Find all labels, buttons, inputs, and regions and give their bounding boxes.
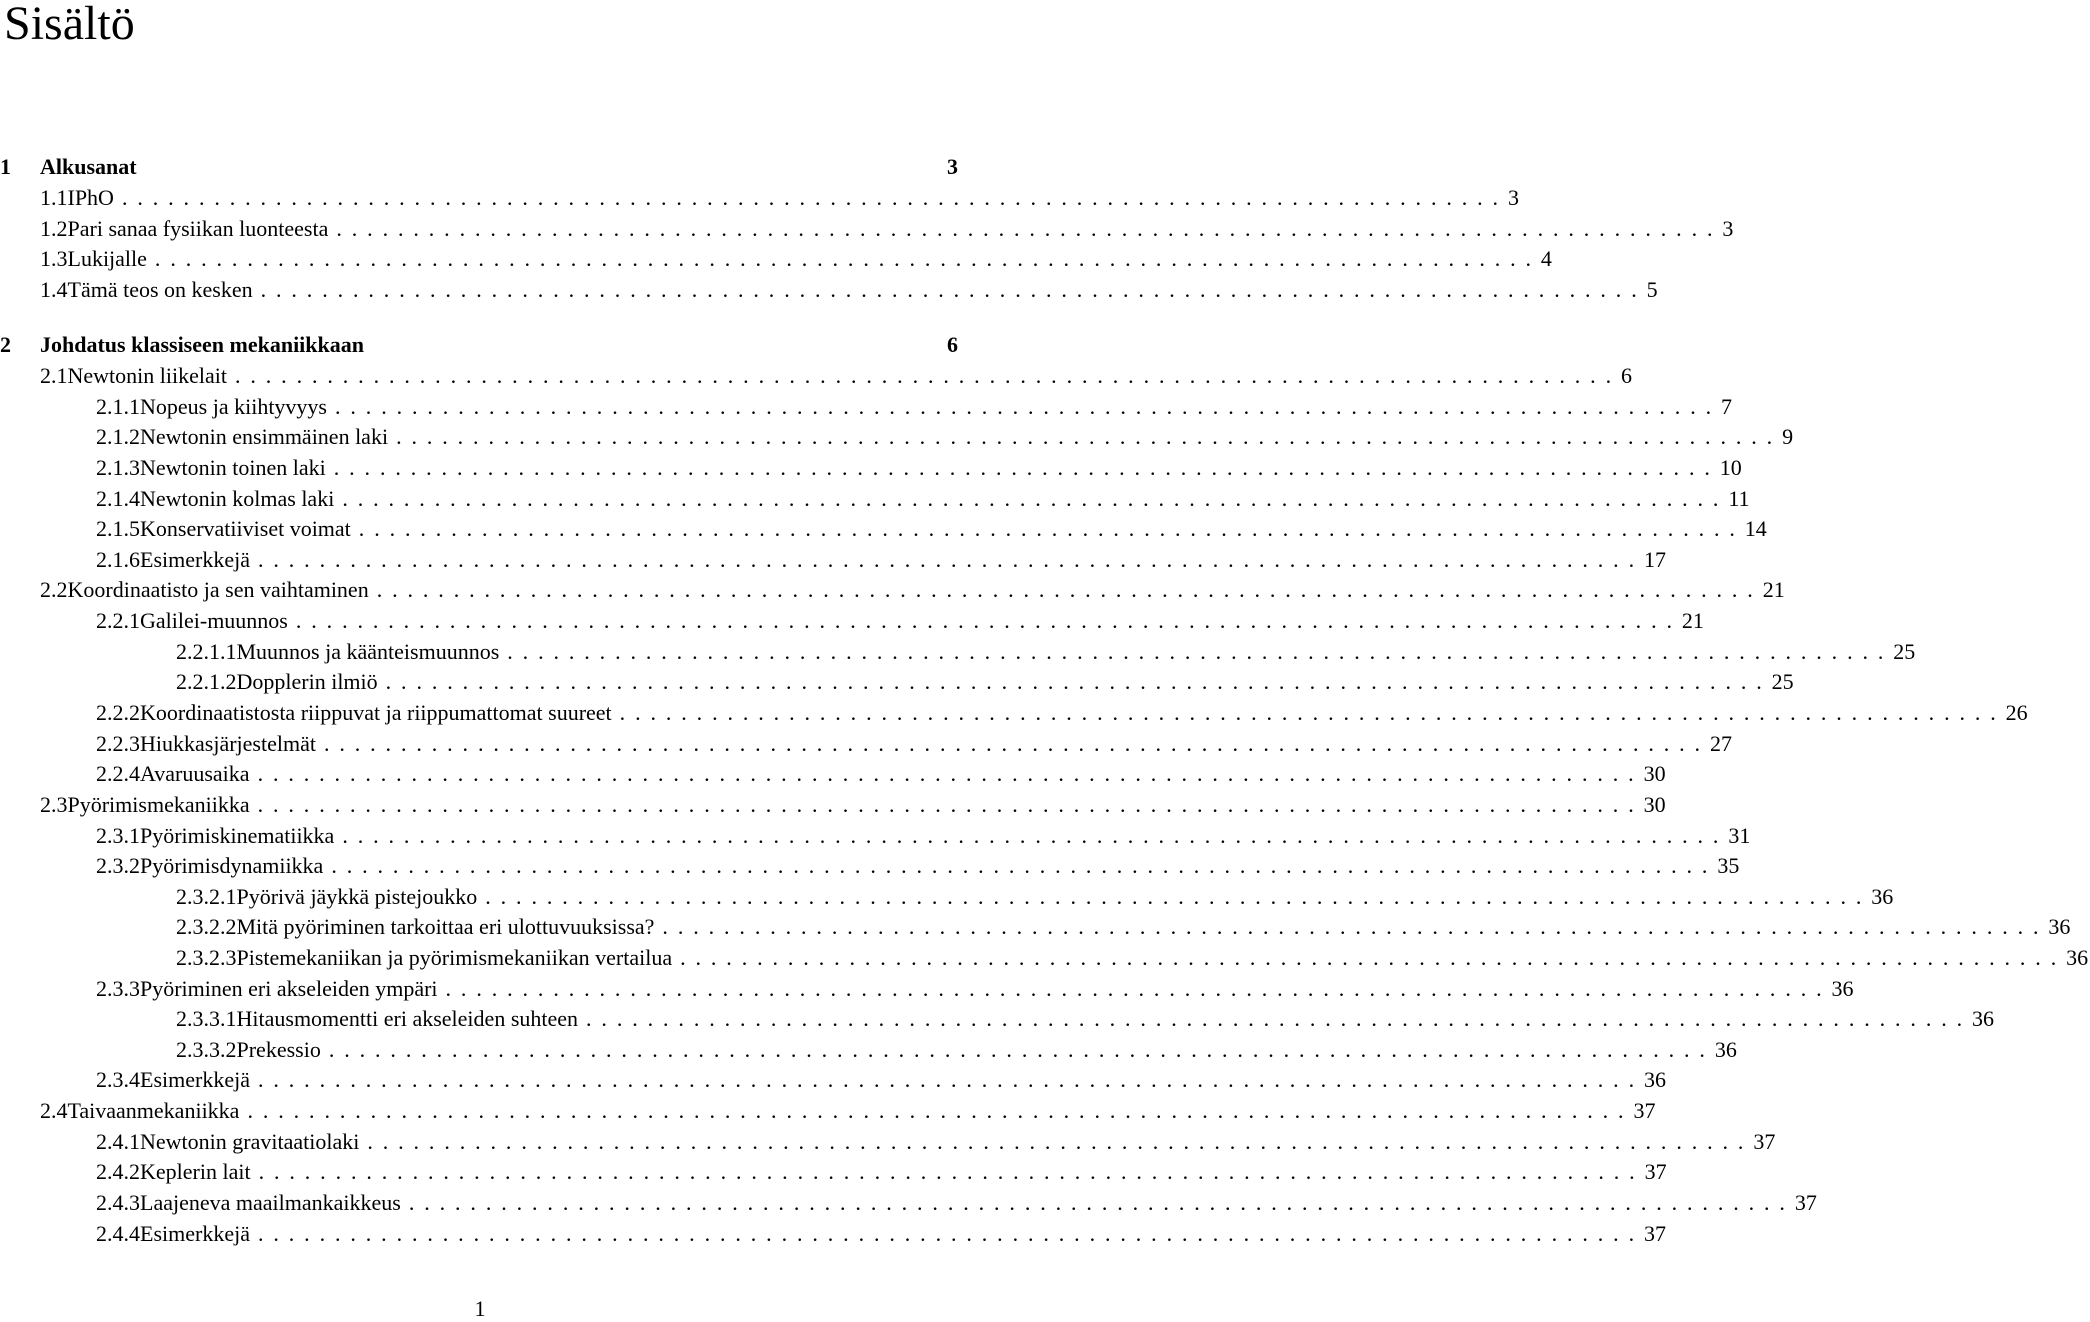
toc-entry[interactable] — [176, 667, 1794, 697]
toc-number: 2.1.3 — [96, 455, 140, 480]
toc-number: 2.3.2.3 — [176, 945, 237, 970]
toc-title: Pari sanaa fysiikan luonteesta — [67, 216, 329, 241]
dot-leader: .......................................................................................... — [333, 455, 1720, 480]
dot-leader: .......................................................................................... — [408, 1190, 1795, 1215]
dot-leader: .......................................................................................... — [323, 731, 1710, 756]
dot-leader: .......................................................................................... — [260, 277, 1647, 302]
dot-leader: .......................................................................................... — [258, 1159, 1645, 1184]
toc-title: Esimerkkejä — [140, 1067, 250, 1092]
toc-entry[interactable] — [176, 1035, 1737, 1065]
page-title: Sisältö — [4, 0, 135, 50]
toc-page-number: 37 — [1633, 1098, 1656, 1123]
toc-title: Dopplerin ilmiö — [236, 669, 378, 694]
toc-title: Newtonin gravitaatiolaki — [140, 1129, 360, 1154]
toc-title: Tämä teos on kesken — [67, 277, 253, 302]
toc-title: Avaruusaika — [140, 761, 250, 786]
toc-number: 2.3.2.1 — [176, 884, 237, 909]
toc-title: Esimerkkejä — [140, 1221, 250, 1246]
toc-entry[interactable] — [40, 361, 1632, 391]
toc-entry[interactable] — [96, 514, 1767, 544]
toc-number: 2.4.2 — [96, 1159, 140, 1184]
toc-number: 2.2.2 — [96, 700, 140, 725]
toc-number: 1 — [0, 154, 11, 179]
toc-title: Konservatiiviset voimat — [140, 516, 351, 541]
toc-number: 2.1.5 — [96, 516, 140, 541]
dot-leader: .......................................................................................... — [328, 1037, 1715, 1062]
toc-title: Newtonin toinen laki — [140, 455, 326, 480]
dot-leader: .......................................................................................... — [336, 216, 1723, 241]
dot-leader: .......................................................................................... — [680, 945, 2067, 970]
toc-page-number: 37 — [1643, 1221, 1666, 1246]
toc-number: 2.3.2.2 — [176, 914, 237, 939]
toc-title: IPhO — [67, 185, 114, 210]
toc-entry[interactable] — [96, 729, 1732, 759]
toc-entry[interactable] — [96, 422, 1794, 452]
toc-number: 2.4.1 — [96, 1129, 140, 1154]
toc-entry[interactable] — [96, 1127, 1776, 1157]
dot-leader: .......................................................................................... — [234, 363, 1621, 388]
toc-page-number: 36 — [1972, 1006, 1995, 1031]
toc-title: Pyörimisdynamiikka — [140, 853, 324, 878]
toc-title: Hitausmomentti eri akseleiden suhteen — [236, 1006, 579, 1031]
toc-entry[interactable] — [40, 1096, 1656, 1126]
toc-page-number: 3 — [1507, 185, 1519, 210]
toc-page-number: 21 — [1681, 608, 1704, 633]
dot-leader: .......................................................................................... — [586, 1006, 1973, 1031]
dot-leader: .......................................................................................... — [619, 700, 2006, 725]
toc-entry[interactable] — [96, 484, 1750, 514]
toc-title: Lukijalle — [67, 246, 147, 271]
dot-leader: .......................................................................................... — [335, 394, 1721, 419]
dot-leader: .......................................................................................... — [342, 486, 1729, 511]
toc-page-number: 36 — [1831, 976, 1854, 1001]
toc-title: Galilei-muunnos — [140, 608, 288, 633]
dot-leader: .......................................................................................... — [257, 1067, 1644, 1092]
toc-entry[interactable] — [176, 637, 1916, 667]
toc-entry[interactable] — [96, 1157, 1667, 1187]
toc-number: 2.4 — [40, 1098, 68, 1123]
toc-title: Newtonin kolmas laki — [140, 486, 335, 511]
toc-number: 2.2 — [40, 577, 68, 602]
toc-number: 2.3.1 — [96, 823, 140, 848]
dot-leader: .......................................................................................... — [247, 1098, 1634, 1123]
dot-leader: .......................................................................................... — [376, 577, 1763, 602]
dot-leader: .......................................................................................... — [385, 669, 1772, 694]
toc-title: Koordinaatisto ja sen vaihtaminen — [67, 577, 369, 602]
toc-page-number: 36 — [2066, 945, 2089, 970]
toc-title: Esimerkkejä — [140, 547, 250, 572]
dot-leader: .......................................................................................... — [358, 516, 1745, 541]
toc-title: Alkusanat — [40, 154, 137, 179]
toc-page-number: 10 — [1719, 455, 1742, 480]
dot-leader: .......................................................................................... — [367, 1129, 1754, 1154]
toc-page-number: 6 — [1620, 363, 1632, 388]
toc-page-number: 37 — [1644, 1159, 1667, 1184]
toc-entry[interactable] — [96, 606, 1704, 636]
toc-title: Newtonin ensimmäinen laki — [140, 424, 389, 449]
toc-title: Taivaanmekaniikka — [67, 1098, 240, 1123]
toc-number: 1.4 — [40, 277, 68, 302]
dot-leader: .......................................................................................... — [342, 823, 1729, 848]
toc-number: 2.3.4 — [96, 1067, 140, 1092]
toc-page-number: 30 — [1643, 761, 1666, 786]
toc-number: 2.1.2 — [96, 424, 140, 449]
toc-entry[interactable] — [96, 698, 2028, 728]
toc-entry[interactable] — [96, 453, 1742, 483]
dot-leader: .......................................................................................... — [257, 1221, 1644, 1246]
toc-number: 1.3 — [40, 246, 68, 271]
toc-page-number: 11 — [1728, 486, 1750, 511]
toc-page-number: 5 — [1646, 277, 1658, 302]
toc-title: Johdatus klassiseen mekaniikkaan — [40, 332, 364, 357]
toc-entry[interactable] — [176, 1004, 1995, 1034]
toc-entry[interactable] — [96, 392, 1732, 422]
toc-title: Nopeus ja kiihtyvyys — [140, 394, 327, 419]
toc-number: 2.4.3 — [96, 1190, 140, 1215]
toc-title: Laajeneva maailmankaikkeus — [140, 1190, 401, 1215]
toc-entry[interactable] — [176, 943, 2089, 973]
toc-entry[interactable] — [96, 821, 1751, 851]
toc-page-number: 36 — [1871, 884, 1894, 909]
toc-chapter[interactable] — [0, 330, 960, 360]
toc-entry[interactable] — [40, 790, 1666, 820]
toc-page-number: 26 — [2005, 700, 2028, 725]
toc-title: Muunnos ja käänteismuunnos — [236, 639, 500, 664]
toc-number: 2.2.3 — [96, 731, 140, 756]
toc-number: 2.2.1 — [96, 608, 140, 633]
toc-page-number: 36 — [1714, 1037, 1737, 1062]
toc-number: 1.1 — [40, 185, 68, 210]
dot-leader: .......................................................................................... — [445, 976, 1832, 1001]
toc-entry[interactable] — [40, 575, 1785, 605]
toc-title: Keplerin lait — [140, 1159, 251, 1184]
toc-page-number: 21 — [1762, 577, 1785, 602]
toc-page-number: 37 — [1794, 1190, 1817, 1215]
toc-number: 2.3.2 — [96, 853, 140, 878]
toc-title: Pyörimiskinematiikka — [140, 823, 335, 848]
toc-number: 2.2.4 — [96, 761, 140, 786]
dot-leader: .......................................................................................... — [507, 639, 1894, 664]
toc-chapter[interactable] — [0, 152, 960, 182]
toc-page-number: 25 — [1893, 639, 1916, 664]
toc-entry[interactable] — [96, 974, 1854, 1004]
toc-number: 2.3 — [40, 792, 68, 817]
toc-entry[interactable] — [96, 545, 1666, 575]
toc-entry[interactable] — [40, 244, 1552, 274]
toc-title: Pistemekaniikan ja pyörimismekaniikan vertailua — [236, 945, 673, 970]
toc-page-number: 7 — [1721, 394, 1732, 419]
toc-page-number: 3 — [947, 154, 958, 179]
toc-page-number: 36 — [1643, 1067, 1666, 1092]
toc-title: Pyörimismekaniikka — [67, 792, 250, 817]
toc-page-number: 25 — [1771, 669, 1794, 694]
toc-entry[interactable] — [40, 275, 1658, 305]
toc-number: 2.3.3.1 — [176, 1006, 237, 1031]
toc-number: 2.3.3 — [96, 976, 140, 1001]
toc-entry[interactable] — [176, 882, 1894, 912]
toc-title: Koordinaatistosta riippuvat ja riippumattomat suureet — [140, 700, 612, 725]
toc-title: Pyöriminen eri akseleiden ympäri — [140, 976, 438, 1001]
toc-page-number: 36 — [2048, 914, 2071, 939]
dot-leader: .......................................................................................... — [331, 853, 1718, 878]
toc-number: 2.1.4 — [96, 486, 140, 511]
toc-entry[interactable] — [96, 1065, 1666, 1095]
toc-number: 2.2.1.2 — [176, 669, 237, 694]
toc-number: 2 — [0, 332, 11, 357]
toc-page-number: 6 — [947, 332, 958, 357]
toc-entry[interactable] — [96, 1219, 1666, 1249]
toc-number: 2.2.1.1 — [176, 639, 237, 664]
toc-page-number: 27 — [1709, 731, 1732, 756]
dot-leader: .......................................................................................... — [121, 185, 1508, 210]
dot-leader: .......................................................................................... — [485, 884, 1872, 909]
toc-page-number: 3 — [1722, 216, 1734, 241]
toc-page-number: 31 — [1728, 823, 1751, 848]
toc-page-number: 30 — [1643, 792, 1666, 817]
toc-number: 2.1 — [40, 363, 68, 388]
toc-page-number: 14 — [1744, 516, 1767, 541]
dot-leader: .......................................................................................... — [154, 246, 1541, 271]
toc-title: Hiukkasjärjestelmät — [140, 731, 316, 756]
toc-entry[interactable] — [96, 851, 1740, 881]
toc-entry[interactable] — [96, 1188, 1817, 1218]
toc-entry[interactable] — [96, 759, 1666, 789]
toc-entry[interactable] — [40, 214, 1734, 244]
toc-number: 2.4.4 — [96, 1221, 140, 1246]
dot-leader: .......................................................................................... — [257, 547, 1644, 572]
toc-page-number: 35 — [1717, 853, 1740, 878]
toc-entry[interactable] — [40, 183, 1519, 213]
dot-leader: .......................................................................................... — [396, 424, 1783, 449]
toc-title: Pyörivä jäykkä pistejoukko — [236, 884, 478, 909]
toc-page-number: 37 — [1753, 1129, 1776, 1154]
toc-number: 2.1.6 — [96, 547, 140, 572]
toc-entry[interactable] — [176, 912, 2071, 942]
dot-leader: .......................................................................................... — [257, 792, 1644, 817]
toc-number: 2.3.3.2 — [176, 1037, 237, 1062]
toc-page-number: 4 — [1540, 246, 1552, 271]
toc-number: 1.2 — [40, 216, 68, 241]
dot-leader: .......................................................................................... — [662, 914, 2049, 939]
toc-title: Newtonin liikelait — [67, 363, 227, 388]
toc-page-number: 9 — [1782, 424, 1794, 449]
dot-leader: .......................................................................................... — [257, 761, 1644, 786]
toc-page-number: 17 — [1643, 547, 1666, 572]
toc-title: Prekessio — [236, 1037, 321, 1062]
toc-title: Mitä pyöriminen tarkoittaa eri ulottuvuuksissa? — [236, 914, 655, 939]
toc-number: 2.1.1 — [96, 394, 140, 419]
page-number: 1 — [474, 1296, 486, 1321]
dot-leader: .......................................................................................... — [295, 608, 1682, 633]
